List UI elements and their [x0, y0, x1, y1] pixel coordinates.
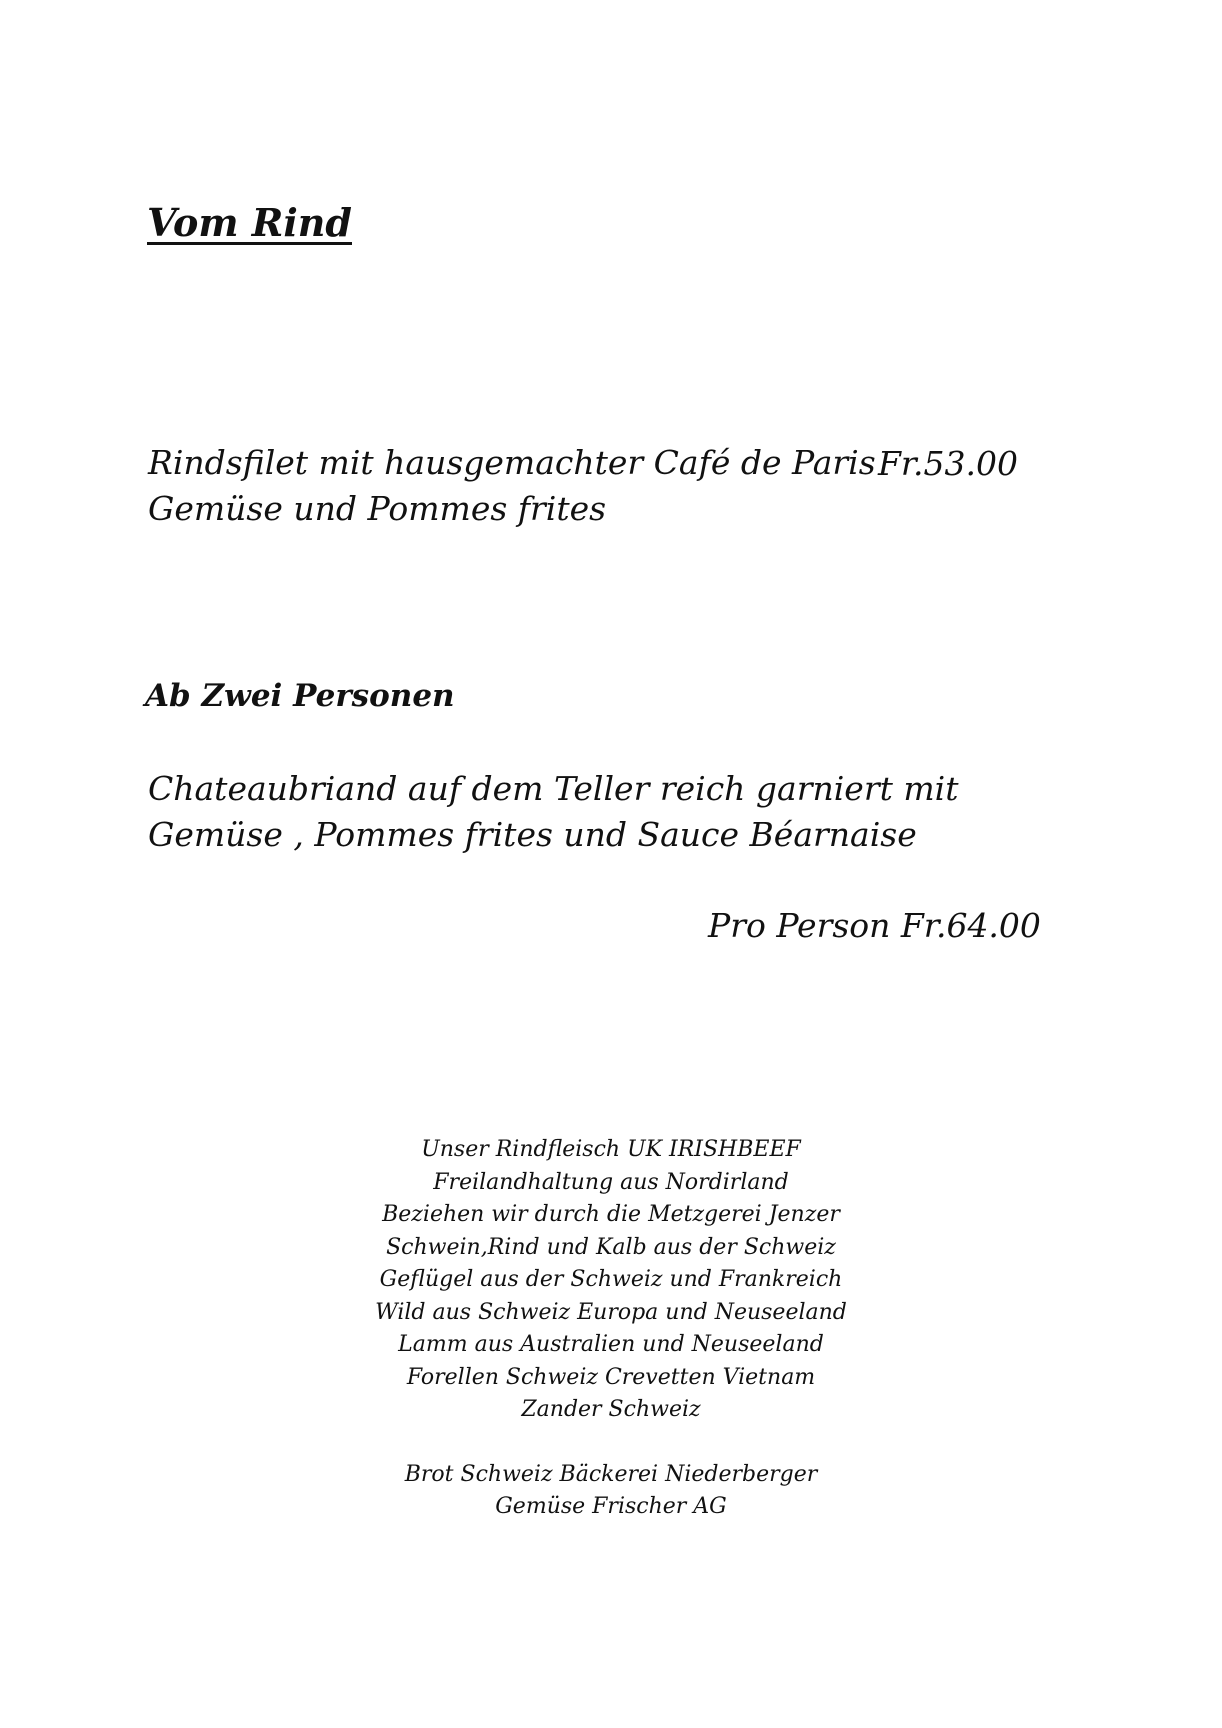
- sourcing-line: Beziehen wir durch die Metzgerei Jenzer: [382, 1202, 840, 1227]
- supplier-line: Gemüse Frischer AG: [495, 1494, 727, 1519]
- sourcing-line: Forellen Schweiz Crevetten Vietnam: [406, 1364, 816, 1390]
- menu-item-rindsfilet: [148, 440, 876, 532]
- sourcing-line: Zander Schweiz: [521, 1397, 701, 1422]
- menu-item-description-line: Gemüse , Pommes frites und Sauce Béarnaise: [148, 815, 917, 854]
- subsection-title: Ab Zwei Personen: [145, 678, 455, 714]
- sourcing-line: Wild aus Schweiz Europa und Neuseeland: [375, 1299, 847, 1325]
- menu-item-price: Fr.53.00: [878, 444, 1019, 483]
- spacer: [311, 1427, 911, 1459]
- menu-item-description-line: Rindsfilet mit hausgemachter Café de Paris: [148, 443, 876, 482]
- sourcing-line: Unser Rindfleisch UK IRISHBEEF: [421, 1137, 801, 1162]
- menu-item-description-line: Chateaubriand auf dem Teller reich garniert mit: [148, 769, 959, 808]
- section-title: Vom Rind: [147, 200, 352, 245]
- menu-item-description-line: Gemüse und Pommes frites: [148, 489, 607, 528]
- menu-item-price: Pro Person Fr.64.00: [708, 906, 1041, 945]
- supplier-line: Brot Schweiz Bäckerei Niederberger: [404, 1461, 818, 1487]
- sourcing-line: Lamm aus Australien und Neuseeland: [398, 1332, 824, 1357]
- sourcing-line: Geflügel aus der Schweiz und Frankreich: [379, 1267, 843, 1292]
- sourcing-info-block: [311, 1134, 911, 1524]
- menu-item-chateaubriand: [148, 766, 958, 858]
- sourcing-line: Schwein,Rind und Kalb aus der Schweiz: [386, 1234, 836, 1260]
- sourcing-line: Freilandhaltung aus Nordirland: [433, 1169, 789, 1195]
